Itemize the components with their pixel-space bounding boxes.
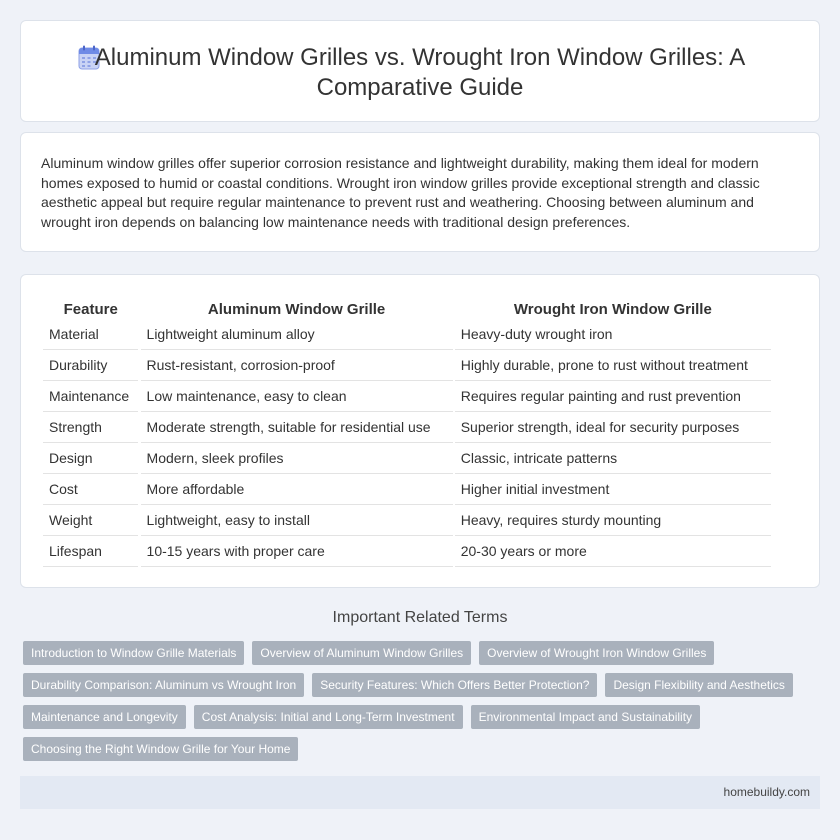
header-aluminum: Aluminum Window Grille xyxy=(207,300,386,318)
related-term-tag[interactable]: Cost Analysis: Initial and Long-Term Investment xyxy=(194,705,463,729)
header-feature: Feature xyxy=(63,300,118,318)
aluminum-cell: Lightweight, easy to install xyxy=(141,505,453,536)
page-title xyxy=(21,43,819,103)
intro-card xyxy=(20,132,820,252)
feature-cell: Durability xyxy=(43,350,138,381)
intro-paragraph: Aluminum window grilles offer superior corrosion resistance and lightweight durability, making them ideal for modern homes exposed to humid or coastal conditions. Wrought iron window grilles provide exceptional strength and classic aesthetic appeal but require regular maintenance to prevent rust and weathering. Choosing between aluminum and wrought iron depends on balancing low maintenance needs with traditional design preferences. xyxy=(41,155,760,230)
aluminum-cell: 10-15 years with proper care xyxy=(141,536,453,567)
wrought-iron-cell: Higher initial investment xyxy=(455,474,771,505)
feature-cell: Weight xyxy=(43,505,138,536)
table-row xyxy=(43,350,771,381)
comparison-table xyxy=(43,295,771,567)
feature-cell: Cost xyxy=(43,474,138,505)
header-wrought-iron: Wrought Iron Window Grille xyxy=(513,300,712,318)
wrought-iron-cell: Highly durable, prone to rust without treatment xyxy=(455,350,771,381)
title-line-2: Comparative Guide xyxy=(316,74,524,101)
related-term-tag[interactable]: Overview of Aluminum Window Grilles xyxy=(252,641,471,665)
table-row xyxy=(43,536,771,567)
related-term-tag[interactable]: Choosing the Right Window Grille for Your Home xyxy=(23,737,298,761)
wrought-iron-cell: Classic, intricate patterns xyxy=(455,443,771,474)
related-terms-list xyxy=(23,641,813,761)
feature-cell: Maintenance xyxy=(43,381,138,412)
related-terms-heading: Important Related Terms xyxy=(332,609,508,626)
footer-site-link[interactable]: homebuildy.com xyxy=(723,785,810,799)
table-row xyxy=(43,505,771,536)
related-term-tag[interactable]: Environmental Impact and Sustainability xyxy=(471,705,700,729)
table-row xyxy=(43,319,771,350)
feature-cell: Strength xyxy=(43,412,138,443)
wrought-iron-cell: Requires regular painting and rust prevention xyxy=(455,381,771,412)
related-term-tag[interactable]: Security Features: Which Offers Better Protection? xyxy=(312,673,597,697)
feature-cell: Material xyxy=(43,319,138,350)
feature-cell: Lifespan xyxy=(43,536,138,567)
header-card xyxy=(20,20,820,122)
table-header-row xyxy=(43,295,771,319)
aluminum-cell: More affordable xyxy=(141,474,453,505)
wrought-iron-cell: Superior strength, ideal for security purposes xyxy=(455,412,771,443)
wrought-iron-cell: Heavy, requires sturdy mounting xyxy=(455,505,771,536)
related-term-tag[interactable]: Maintenance and Longevity xyxy=(23,705,186,729)
related-term-tag[interactable]: Introduction to Window Grille Materials xyxy=(23,641,244,665)
aluminum-cell: Modern, sleek profiles xyxy=(141,443,453,474)
comparison-table-card xyxy=(20,274,820,588)
table-row xyxy=(43,381,771,412)
footer-bar xyxy=(20,776,820,809)
related-term-tag[interactable]: Durability Comparison: Aluminum vs Wrought Iron xyxy=(23,673,304,697)
wrought-iron-cell: Heavy-duty wrought iron xyxy=(455,319,771,350)
aluminum-cell: Lightweight aluminum alloy xyxy=(141,319,453,350)
wrought-iron-cell: 20-30 years or more xyxy=(455,536,771,567)
related-term-tag[interactable]: Overview of Wrought Iron Window Grilles xyxy=(479,641,714,665)
table-row xyxy=(43,443,771,474)
title-line-1: Aluminum Window Grilles vs. Wrought Iron Window Grilles: A xyxy=(94,44,746,71)
table-row xyxy=(43,474,771,505)
aluminum-cell: Low maintenance, easy to clean xyxy=(141,381,453,412)
table-row xyxy=(43,412,771,443)
aluminum-cell: Moderate strength, suitable for residential use xyxy=(141,412,453,443)
aluminum-cell: Rust-resistant, corrosion-proof xyxy=(141,350,453,381)
related-term-tag[interactable]: Design Flexibility and Aesthetics xyxy=(605,673,792,697)
feature-cell: Design xyxy=(43,443,138,474)
